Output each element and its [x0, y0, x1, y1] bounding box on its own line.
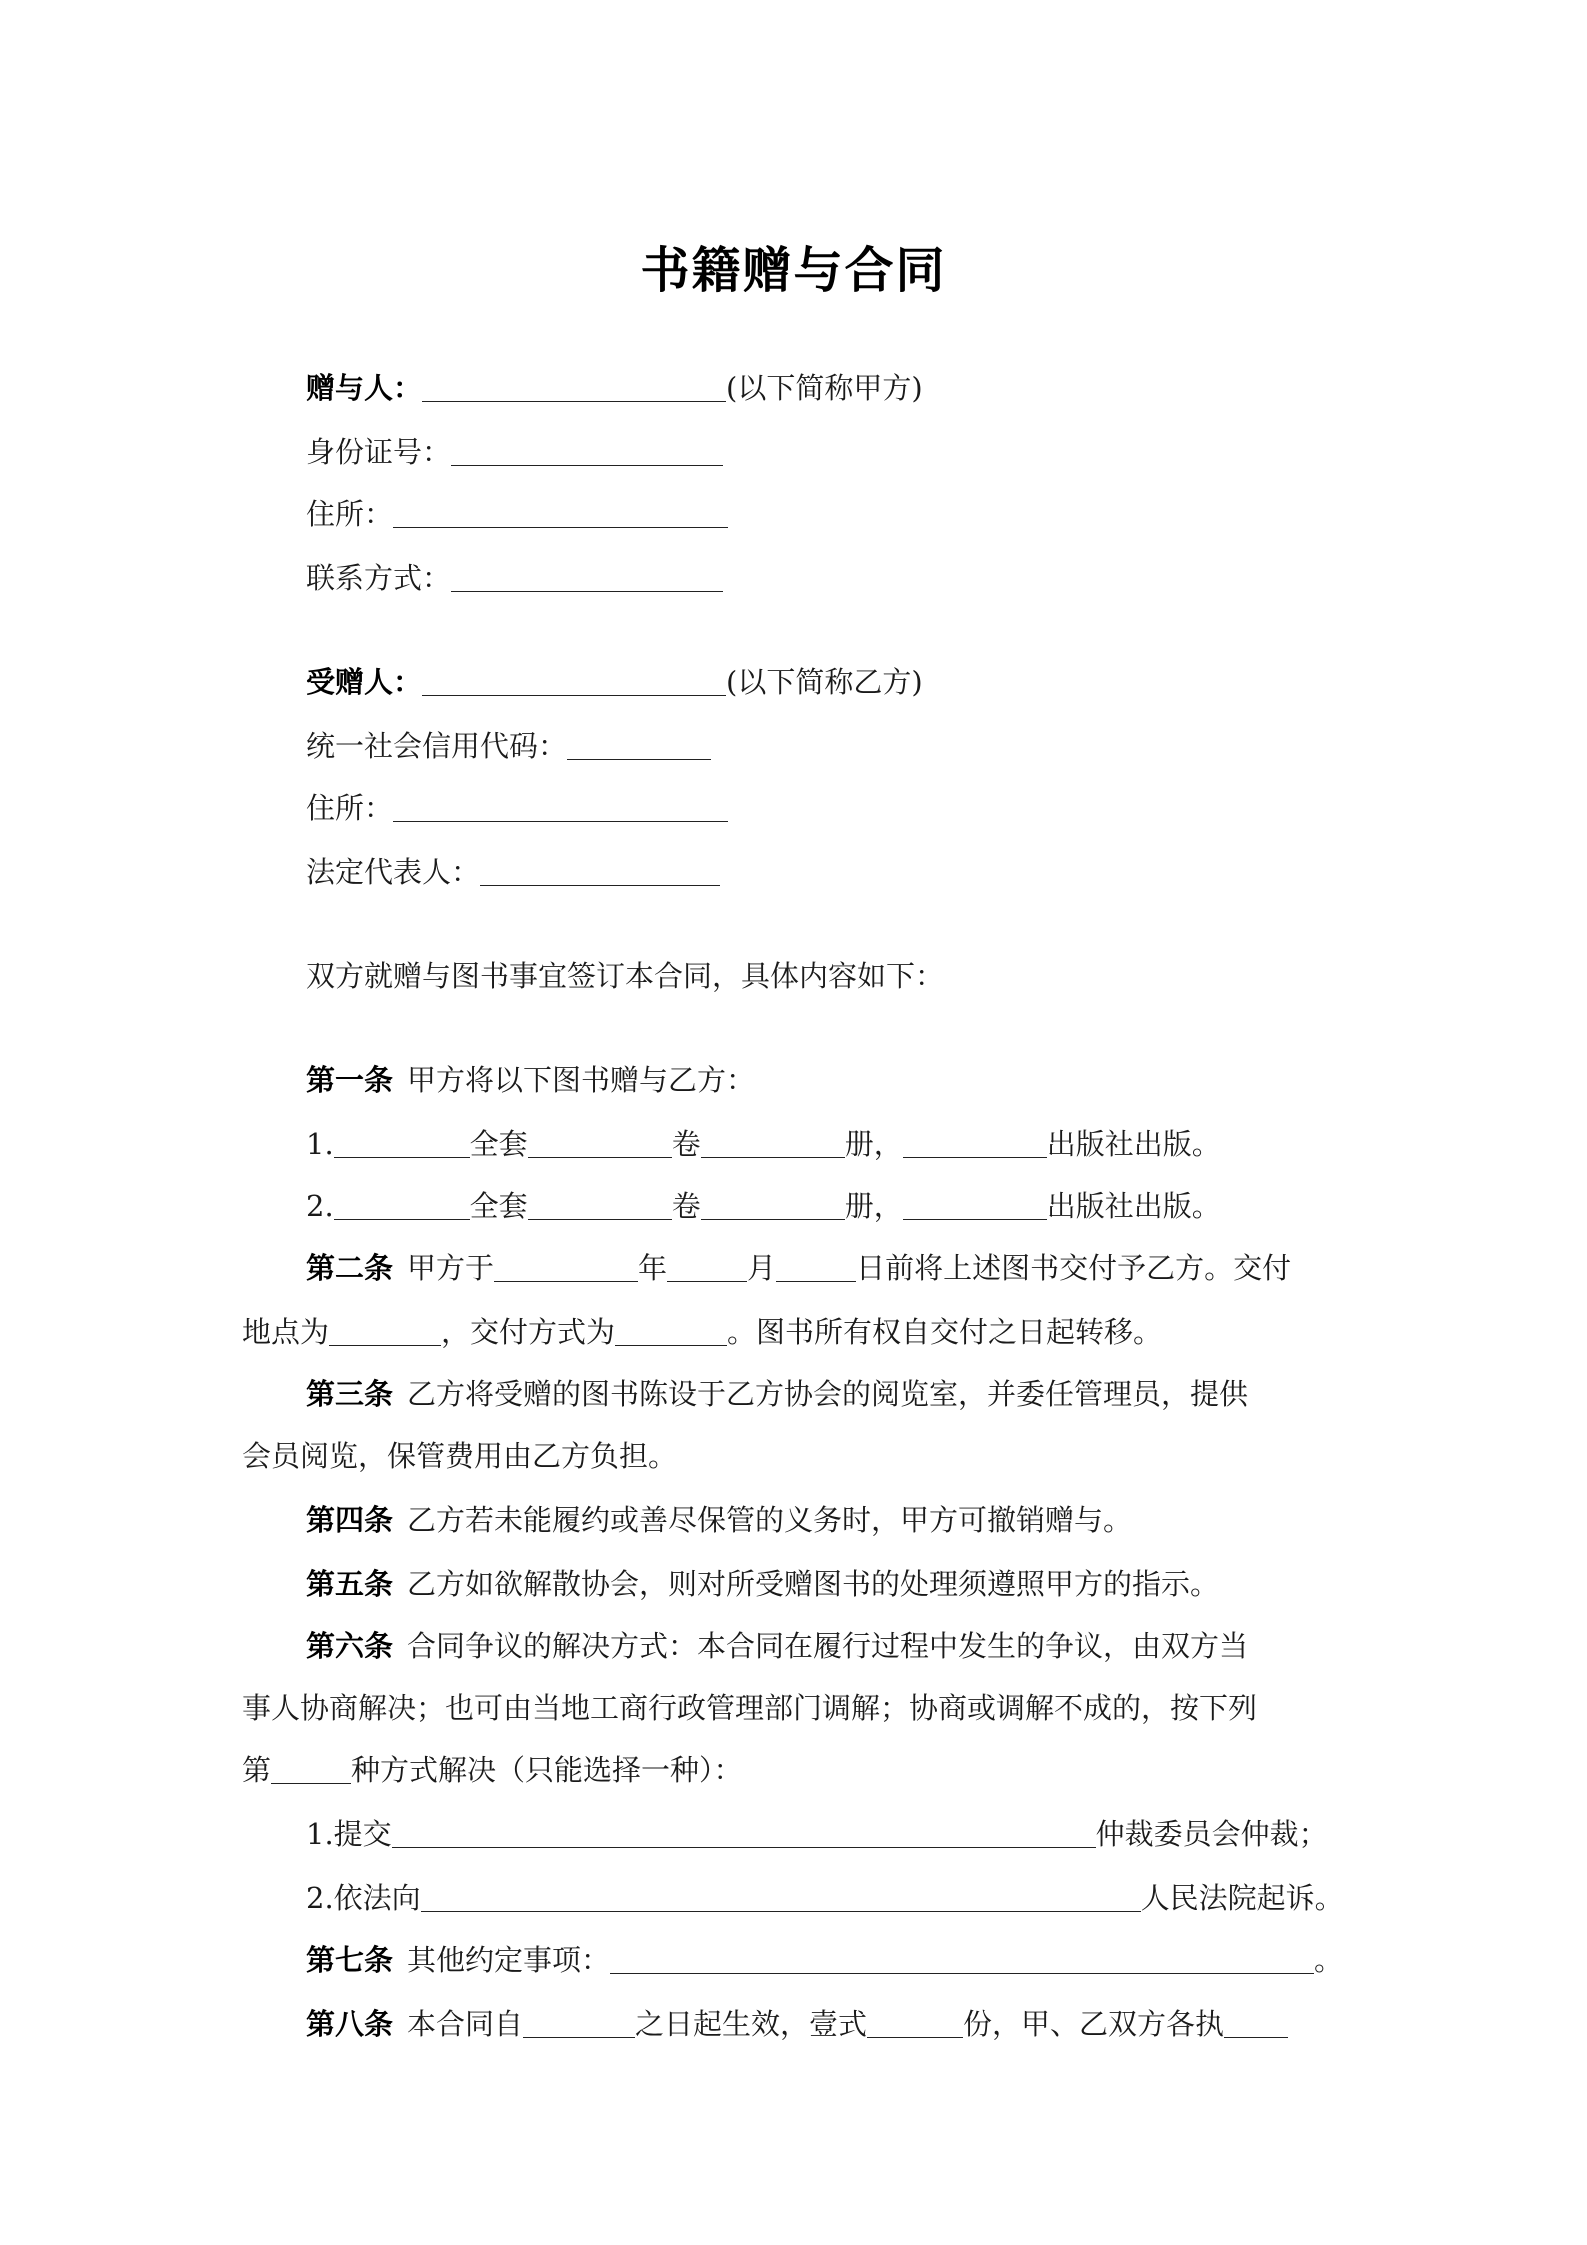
copies-each-field[interactable]	[1224, 2009, 1288, 2038]
book-item-2	[306, 1186, 1221, 1226]
book-volume-field[interactable]	[701, 1191, 845, 1220]
word-volume: 卷	[671, 1127, 701, 1161]
donee-rep-field[interactable]	[480, 857, 720, 886]
article-2-line2	[242, 1312, 1162, 1352]
article-7	[306, 1940, 1343, 1980]
article-6-line2: 事人协商解决；也可由当地工商行政管理部门调解；协商或调解不成的，按下列	[242, 1691, 1258, 1725]
word-set: 全套	[469, 1189, 528, 1223]
delivery-month-field[interactable]	[667, 1253, 747, 1282]
document-title: 书籍赠与合同	[640, 242, 947, 299]
article-6-head: 第六条	[306, 1629, 394, 1663]
copies-count-field[interactable]	[867, 2009, 963, 2038]
article-5	[306, 1564, 1219, 1604]
donor-contact-line	[306, 558, 723, 598]
article-6-text: 第	[242, 1753, 272, 1787]
book-set-field[interactable]	[528, 1191, 672, 1220]
article-3-line1	[306, 1374, 1248, 1414]
book-volume-field[interactable]	[701, 1129, 845, 1158]
arbitration-commission-field[interactable]	[392, 1819, 1096, 1848]
article-3-head: 第三条	[306, 1377, 394, 1411]
donee-address-label: 住所：	[306, 791, 394, 825]
word-copy: 册，	[844, 1189, 903, 1223]
word-month: 月	[747, 1251, 777, 1285]
article-2-text: 甲方于	[407, 1251, 495, 1285]
donee-name-field[interactable]	[422, 667, 726, 696]
article-4	[306, 1500, 1132, 1540]
article-6-line1	[306, 1626, 1248, 1666]
donor-label: 赠与人：	[306, 371, 423, 405]
article-7-end: 。	[1314, 1943, 1344, 1977]
article-2-head: 第二条	[306, 1251, 394, 1285]
court-field[interactable]	[421, 1883, 1141, 1912]
article-7-head: 第七条	[306, 1943, 394, 1977]
delivery-place-field[interactable]	[329, 1317, 441, 1346]
donor-name-field[interactable]	[422, 373, 726, 402]
book-title-field[interactable]	[334, 1191, 470, 1220]
donee-address-line	[306, 788, 728, 828]
dispute-option-2	[306, 1878, 1344, 1918]
article-3-text: 乙方将受赠的图书陈设于乙方协会的阅览室，并委任管理员，提供	[407, 1377, 1249, 1411]
donor-address-label: 住所：	[306, 497, 394, 531]
donor-contact-label: 联系方式：	[306, 561, 452, 595]
word-copy: 册，	[844, 1127, 903, 1161]
donor-address-field[interactable]	[393, 499, 728, 528]
intro-text: 双方就赠与图书事宜签订本合同，具体内容如下：	[306, 959, 945, 993]
donee-rep-label: 法定代表人：	[306, 855, 481, 889]
book-title-field[interactable]	[334, 1129, 470, 1158]
donor-id-label: 身份证号：	[306, 435, 452, 469]
article-6-line3	[242, 1750, 743, 1790]
word-publisher: 出版社出版。	[1046, 1127, 1221, 1161]
option-2-text: 人民法院起诉。	[1140, 1881, 1344, 1915]
word-set: 全套	[469, 1127, 528, 1161]
donee-credit-field[interactable]	[567, 731, 711, 760]
article-6-text: 合同争议的解决方式：本合同在履行过程中发生的争议，由双方当	[407, 1629, 1249, 1663]
option-1-text: 仲裁委员会仲裁；	[1095, 1817, 1328, 1851]
article-2-line1	[306, 1248, 1291, 1288]
word-volume: 卷	[671, 1189, 701, 1223]
dispute-option-field[interactable]	[271, 1755, 351, 1784]
book-item-number: 2.	[306, 1189, 334, 1223]
article-4-head: 第四条	[306, 1503, 394, 1537]
donor-contact-field[interactable]	[451, 563, 723, 592]
donee-credit-line	[306, 726, 711, 766]
article-2-text: 。图书所有权自交付之日起转移。	[727, 1315, 1163, 1349]
donee-suffix: (以下简称乙方)	[726, 665, 923, 699]
article-8	[306, 2004, 1288, 2044]
article-3-line2: 会员阅览，保管费用由乙方负担。	[242, 1439, 678, 1473]
article-2-text: 日前将上述图书交付予乙方。交付	[856, 1251, 1292, 1285]
article-8-text: 之日起生效，壹式	[635, 2007, 868, 2041]
article-1	[306, 1060, 755, 1100]
article-1-head: 第一条	[306, 1063, 394, 1097]
article-8-head: 第八条	[306, 2007, 394, 2041]
article-2-text: 地点为	[242, 1315, 330, 1349]
other-terms-field[interactable]	[610, 1945, 1314, 1974]
donee-label: 受赠人：	[306, 665, 423, 699]
article-4-text: 乙方若未能履约或善尽保管的义务时，甲方可撤销赠与。	[407, 1503, 1133, 1537]
article-6-text: 种方式解决（只能选择一种）：	[351, 1753, 743, 1787]
dispute-option-1	[306, 1814, 1328, 1854]
article-5-head: 第五条	[306, 1567, 394, 1601]
donor-line	[306, 368, 923, 408]
word-year: 年	[638, 1251, 668, 1285]
donee-rep-line	[306, 852, 720, 892]
article-8-text: 本合同自	[407, 2007, 524, 2041]
book-publisher-field[interactable]	[903, 1191, 1047, 1220]
book-item-1	[306, 1124, 1221, 1164]
donor-id-line	[306, 432, 723, 472]
donee-line	[306, 662, 923, 702]
book-set-field[interactable]	[528, 1129, 672, 1158]
donor-suffix: (以下简称甲方)	[726, 371, 923, 405]
book-publisher-field[interactable]	[903, 1129, 1047, 1158]
book-item-number: 1.	[306, 1127, 334, 1161]
effective-condition-field[interactable]	[523, 2009, 635, 2038]
article-7-text: 其他约定事项：	[407, 1943, 611, 1977]
article-5-text: 乙方如欲解散协会，则对所受赠图书的处理须遵照甲方的指示。	[407, 1567, 1220, 1601]
donor-address-line	[306, 494, 728, 534]
donee-credit-label: 统一社会信用代码：	[306, 729, 568, 763]
article-2-text: ，交付方式为	[441, 1315, 616, 1349]
delivery-day-field[interactable]	[776, 1253, 856, 1282]
delivery-year-field[interactable]	[494, 1253, 638, 1282]
option-2-text: 2.依法向	[306, 1881, 421, 1915]
article-8-text: 份，甲、乙双方各执	[963, 2007, 1225, 2041]
donee-address-field[interactable]	[393, 793, 728, 822]
donor-id-field[interactable]	[451, 437, 723, 466]
delivery-method-field[interactable]	[615, 1317, 727, 1346]
article-1-text: 甲方将以下图书赠与乙方：	[407, 1063, 756, 1097]
option-1-text: 1.提交	[306, 1817, 392, 1851]
word-publisher: 出版社出版。	[1046, 1189, 1221, 1223]
